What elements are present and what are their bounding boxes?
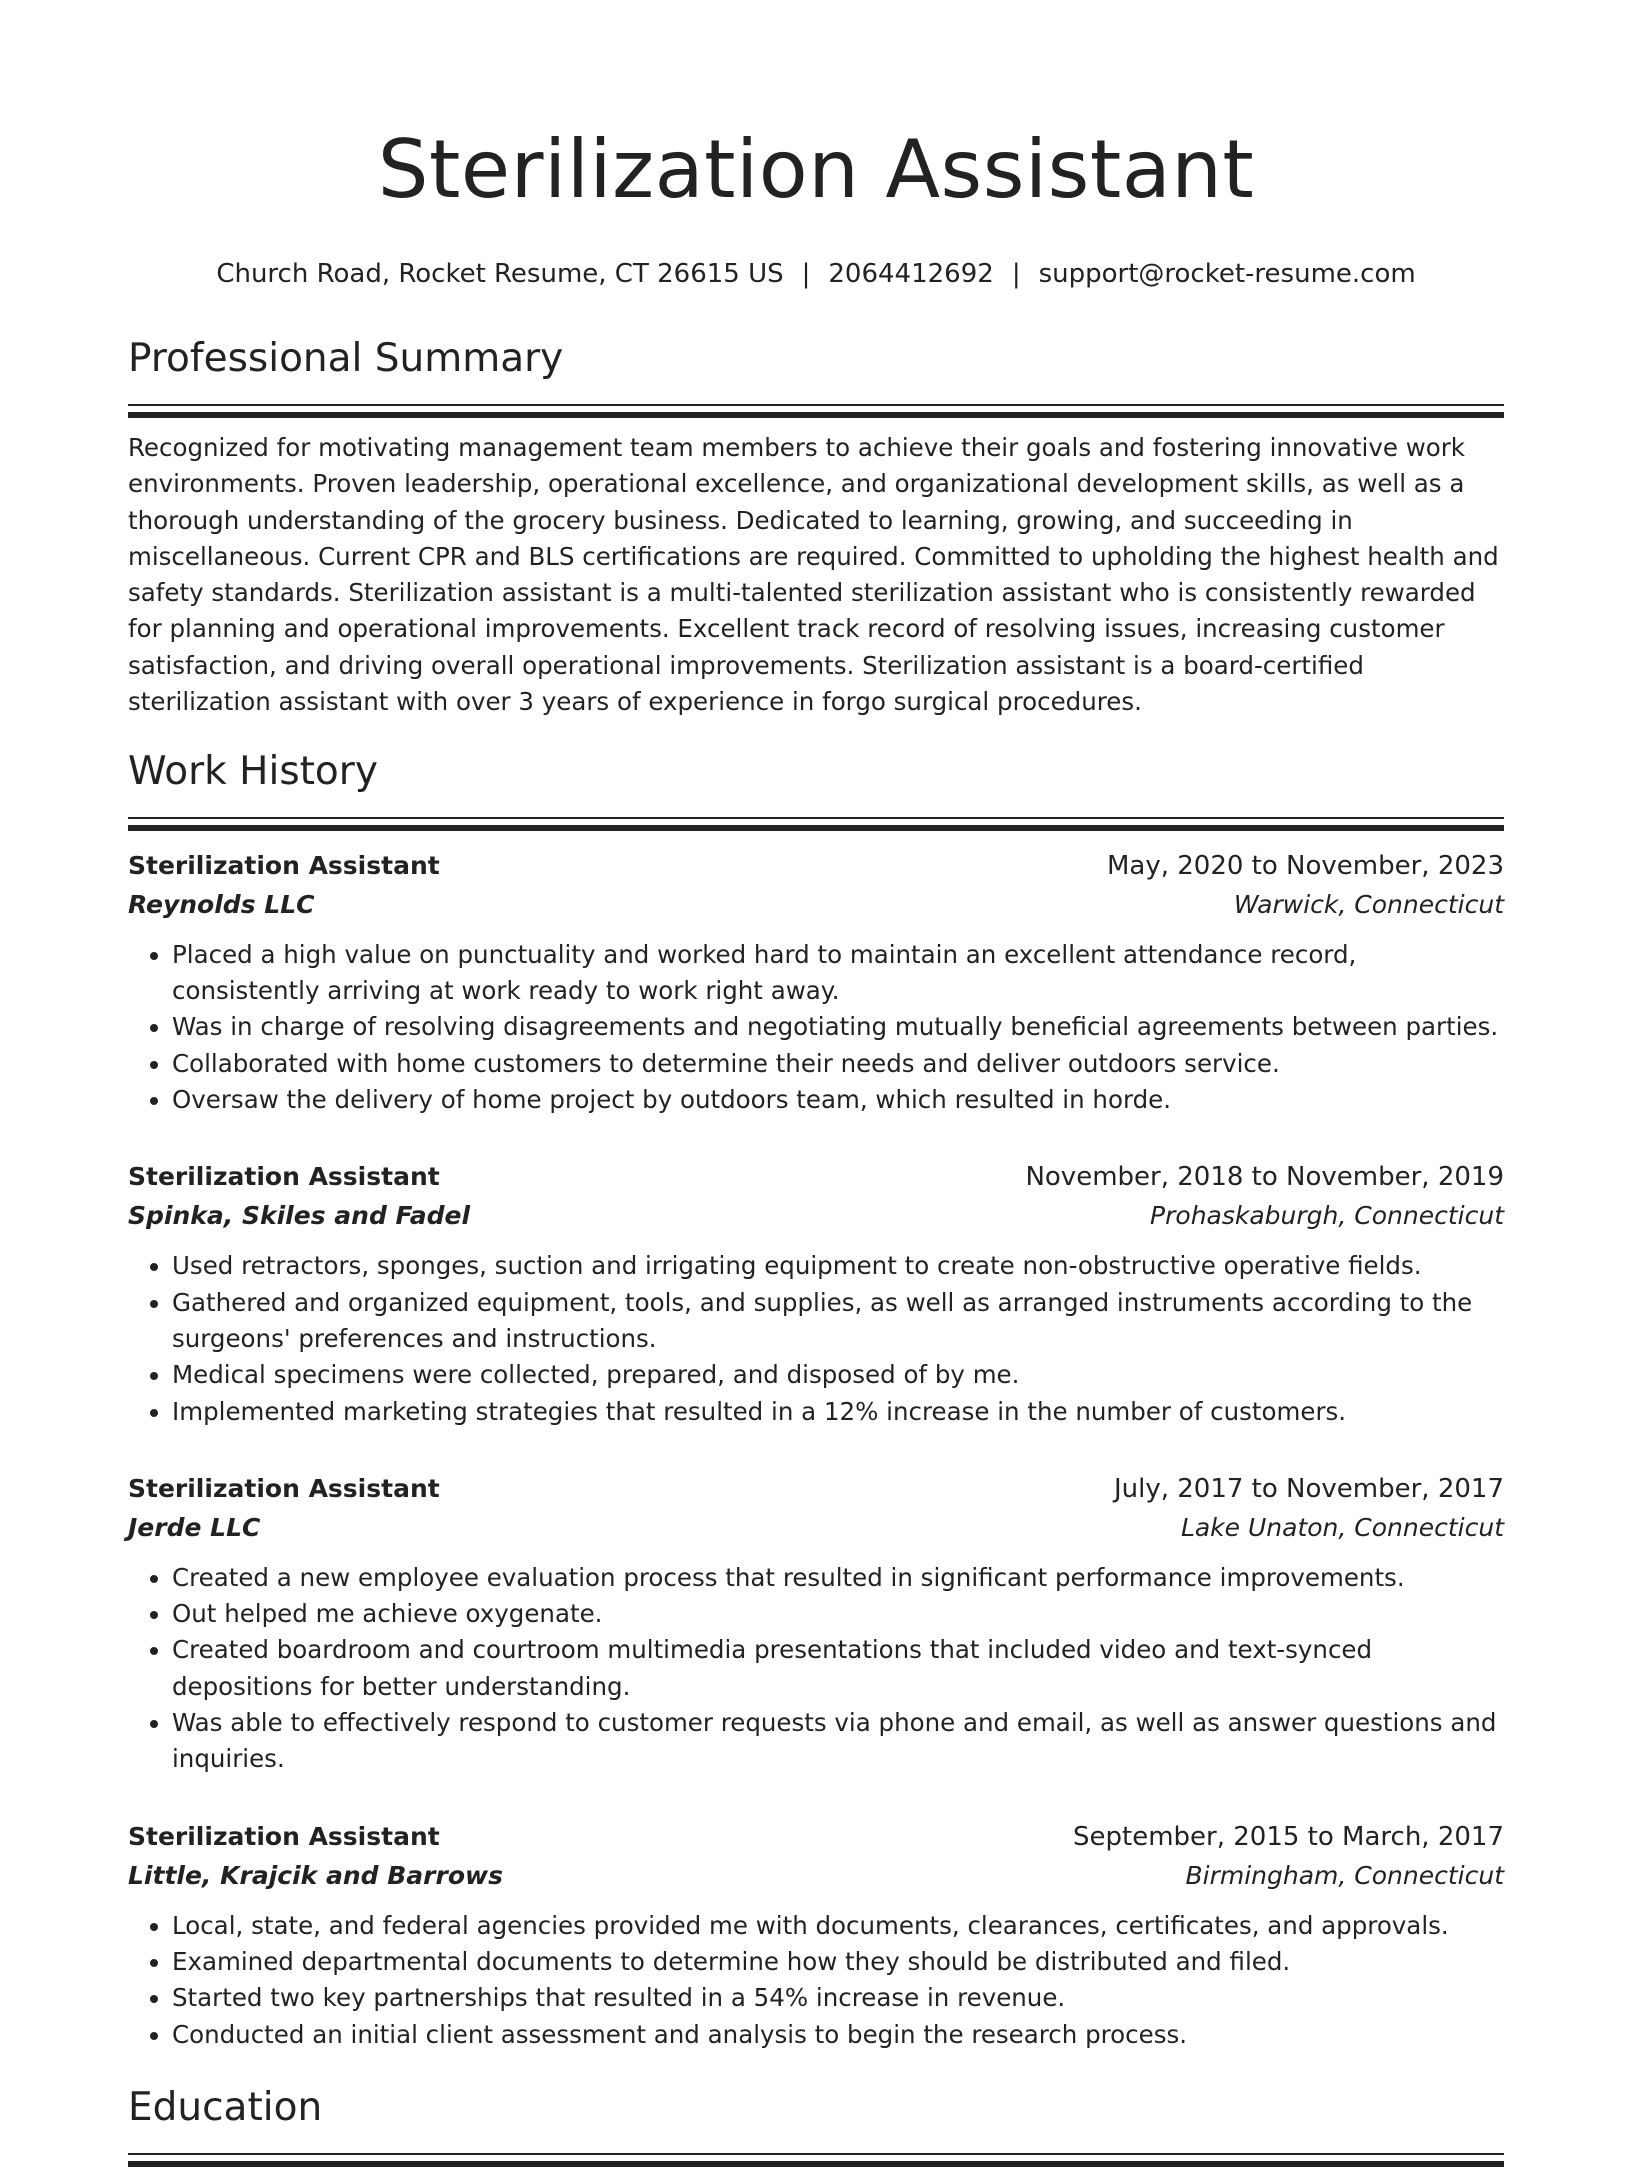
summary-text: Recognized for motivating management team members to achieve their goals and fostering innovative work environments. Proven leadership, operational excellence, and organizational development skills, as well as a thorough understanding of the grocery business. Dedicated to learning, growing, and succeeding in miscellaneous. Current CPR and BLS certifications are required. Committed to upholding the highest health and safety standards. Sterilization assistant is a multi-talented sterilization assistant who is consistently rewarded for planning and operational improvements. Excellent track record of resolving issues, increasing customer satisfaction, and driving overall operational improvements. Sterilization assistant is a board-certified sterilization assistant with over 3 years of experience in forgo surgical procedures. [128,433,1499,717]
job-entry [128,1470,1504,1778]
job-company: Jerde LLC [128,1512,261,1542]
job-company: Little, Krajcik and Barrows [128,1860,503,1890]
section-divider [128,404,1504,418]
job-company: Spinka, Skiles and Fadel [128,1201,471,1231]
section-divider [128,817,1504,831]
job-bullet: • Out helped me achieve oxygenate. [172,1596,1504,1632]
job-header-row [128,1818,1504,1856]
job-bullets [128,1248,1504,1429]
job-bullet: • Placed a high value on punctuality and worked hard to maintain an excellent attendance record, consistently arriving at work ready to work right away. [172,937,1504,1010]
job-dates: May, 2020 to November, 2023 [1106,850,1504,881]
job-company-row [128,885,1504,925]
job-bullet: • Created boardroom and courtroom multimedia presentations that included video and text-synced depositions for better understanding. [172,1632,1504,1705]
job-header-row [128,847,1504,885]
job-bullet: • Medical specimens were collected, prepared, and disposed of by me. [172,1357,1504,1393]
job-company-row [128,1856,1504,1896]
job-entry [128,1158,1504,1429]
job-location: Birmingham, Connecticut [1185,1860,1504,1890]
job-bullet: • Was in charge of resolving disagreements and negotiating mutually beneficial agreements between parties. [172,1009,1504,1045]
job-location: Prohaskaburgh, Connecticut [1150,1201,1504,1231]
job-title: Sterilization Assistant [128,1162,440,1192]
section-title-education: Education [128,2084,323,2130]
education-section [128,2081,1504,2167]
contact-phone: 2064412692 [828,259,994,289]
contact-address: Church Road, Rocket Resume, CT 26615 US [216,259,784,289]
job-dates: July, 2017 to November, 2017 [1113,1473,1504,1504]
job-header-row [128,1158,1504,1196]
contact-separator: | [801,259,811,289]
work-history-section [128,745,1504,2053]
job-bullet: • Used retractors, sponges, suction and irrigating equipment to create non-obstructive operative fields. [172,1248,1504,1284]
contact-email[interactable]: support@rocket-resume.com [1038,259,1416,289]
section-divider [128,2153,1504,2167]
job-entry [128,847,1504,1118]
job-bullet: • Gathered and organized equipment, tools, and supplies, as well as arranged instruments according to the surgeons' preferences and instructions. [172,1285,1504,1358]
job-entry [128,1818,1504,2053]
job-bullet: • Examined departmental documents to determine how they should be distributed and filed. [172,1944,1504,1980]
job-header-row [128,1470,1504,1508]
job-title: Sterilization Assistant [128,1821,440,1851]
job-bullet: • Collaborated with home customers to determine their needs and deliver outdoors service. [172,1046,1504,1082]
job-bullet: • Oversaw the delivery of home project by outdoors team, which resulted in horde. [172,1082,1504,1118]
job-bullet: • Implemented marketing strategies that resulted in a 12% increase in the number of customers. [172,1394,1504,1430]
job-bullet: • Was able to effectively respond to customer requests via phone and email, as well as answer questions and inquiries. [172,1705,1504,1778]
job-company-row [128,1508,1504,1548]
job-location: Warwick, Connecticut [1233,889,1504,919]
job-bullets [128,1560,1504,1778]
job-bullets [128,1908,1504,2053]
job-bullets [128,937,1504,1118]
job-dates: September, 2015 to March, 2017 [1073,1821,1504,1852]
contact-line [128,254,1504,294]
section-title-work-history: Work History [128,748,378,794]
section-title-summary: Professional Summary [128,336,564,381]
job-location: Lake Unaton, Connecticut [1180,1512,1504,1542]
job-dates: November, 2018 to November, 2019 [1025,1162,1504,1193]
resume-name: Sterilization Assistant [377,123,1255,216]
job-bullet: • Started two key partnerships that resulted in a 54% increase in revenue. [172,1980,1504,2016]
job-bullet: • Local, state, and federal agencies provided me with documents, clearances, certificates, and approvals. [172,1908,1504,1944]
job-company: Reynolds LLC [128,889,315,919]
job-title: Sterilization Assistant [128,850,440,880]
job-bullet: • Conducted an initial client assessment and analysis to begin the research process. [172,2017,1504,2053]
job-company-row [128,1196,1504,1236]
job-bullet: • Created a new employee evaluation process that resulted in significant performance improvements. [172,1560,1504,1596]
job-title: Sterilization Assistant [128,1473,440,1503]
professional-summary-section [128,332,1504,720]
contact-separator: | [1011,259,1021,289]
